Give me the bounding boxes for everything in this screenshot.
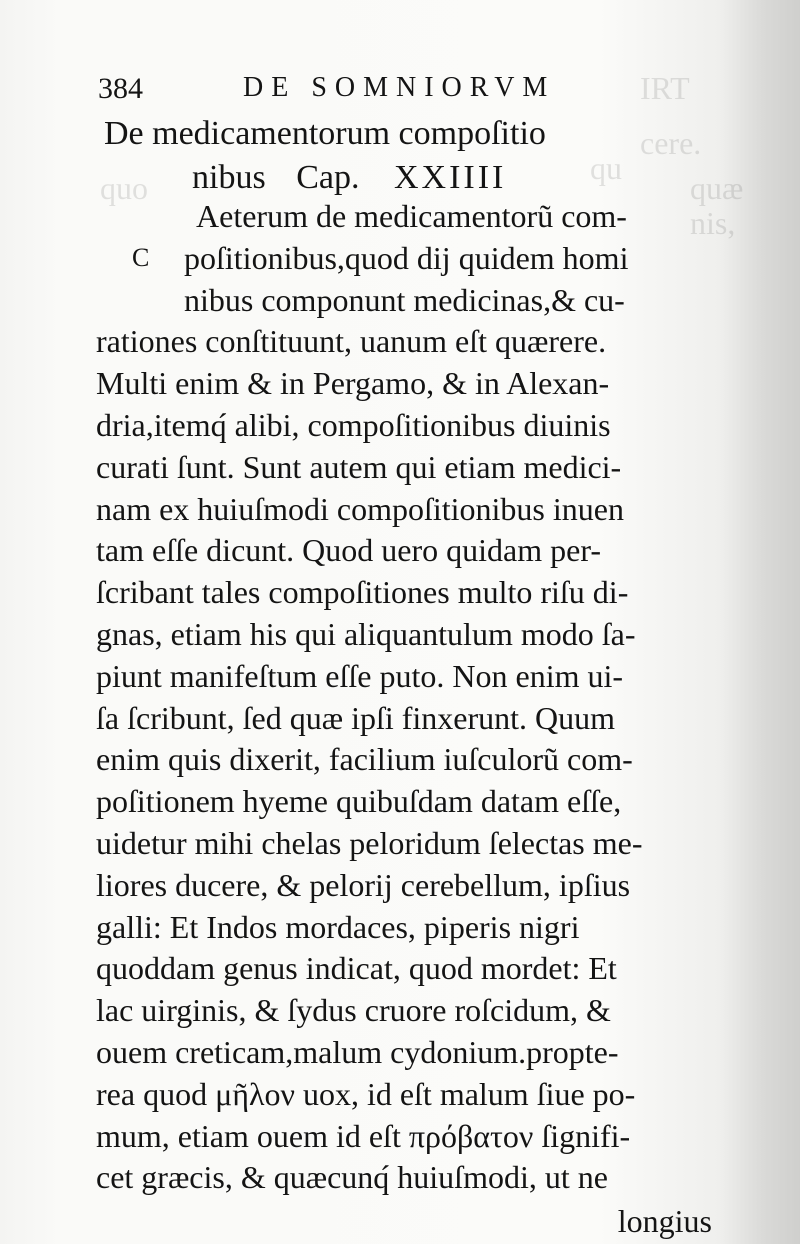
text-line: ſa ſcribunt, ſed quæ ipſi finxerunt. Quum <box>96 699 616 736</box>
chapter-heading <box>104 112 546 200</box>
bleed-through-text: qu <box>590 150 622 186</box>
text-line: Aeterum de medicamentorũ com- <box>196 198 627 234</box>
chapter-number: XXIIII <box>393 159 507 196</box>
page-number: 384 <box>98 72 143 105</box>
bleed-through-text: quo <box>100 170 148 206</box>
chapter-title-line-1: De medicamentorum compoſitio <box>104 115 546 152</box>
text-line: Multi enim & in Pergamo, & in Alexan- <box>96 365 610 402</box>
text-line: ouem creticam,malum cydonium.propte- <box>96 1033 619 1070</box>
body-text <box>96 196 756 1243</box>
catchword: longius <box>617 1203 712 1240</box>
text-line: liores ducere, & pelorij cerebellum, ipſius <box>96 866 631 903</box>
text-line: galli: Et Indos mordaces, piperis nigri <box>96 908 580 945</box>
text-line: enim quis dixerit, facilium iuſculorũ com- <box>96 741 633 778</box>
text-line: rea quod μῆλον uox, id eſt malum ſiue po- <box>96 1075 636 1112</box>
text-line: lac uirginis, & ſydus cruore roſcidum, & <box>96 992 611 1029</box>
text-line: quoddam genus indicat, quod mordet: Et <box>96 950 617 987</box>
chapter-title-word: nibus <box>192 159 266 196</box>
text-line: curati ſunt. Sunt autem qui etiam medici- <box>96 448 622 485</box>
text-line: piunt manifeſtum eſſe puto. Non enim ui- <box>96 657 624 694</box>
text-line: dria,itemq́ alibi, compoſitionibus diuinis <box>96 406 611 443</box>
margin-letter: C <box>132 243 150 272</box>
bleed-through-text: IRT <box>640 70 690 106</box>
page-header <box>98 72 740 112</box>
text-line: cet græcis, & quæcunq́ huiuſmodi, ut ne <box>96 1159 608 1196</box>
bleed-through-text: nis, <box>690 205 736 241</box>
text-line: tam eſſe dicunt. Quod uero quidam per- <box>96 532 601 569</box>
text-line: ſcribant tales compoſitiones multo riſu di- <box>96 574 629 611</box>
text-line: nam ex huiuſmodi compoſitionibus inuen <box>96 490 624 527</box>
chapter-label: Cap. <box>296 159 360 196</box>
text-line: mum, etiam ouem id eſt πρόβατον ſignifi- <box>96 1117 631 1154</box>
text-line: poſitionem hyeme quibuſdam datam eſſe, <box>96 783 622 820</box>
text-line: uidetur mihi chelas peloridum ſelectas me- <box>96 824 643 861</box>
text-line: rationes conſtituunt, uanum eſt quærere. <box>96 323 607 360</box>
text-line: poſitionibus,quod dij quidem homi <box>184 239 629 276</box>
text-line: nibus componunt medicinas,& cu- <box>184 281 625 318</box>
text-line: gnas, etiam his qui aliquantulum modo ſa- <box>96 615 636 652</box>
running-head: DE SOMNIORVM <box>243 72 556 103</box>
chapter-title-line-2 <box>104 156 546 200</box>
bleed-through-text: quæ <box>690 170 744 206</box>
bleed-through-text: cere. <box>640 125 702 161</box>
